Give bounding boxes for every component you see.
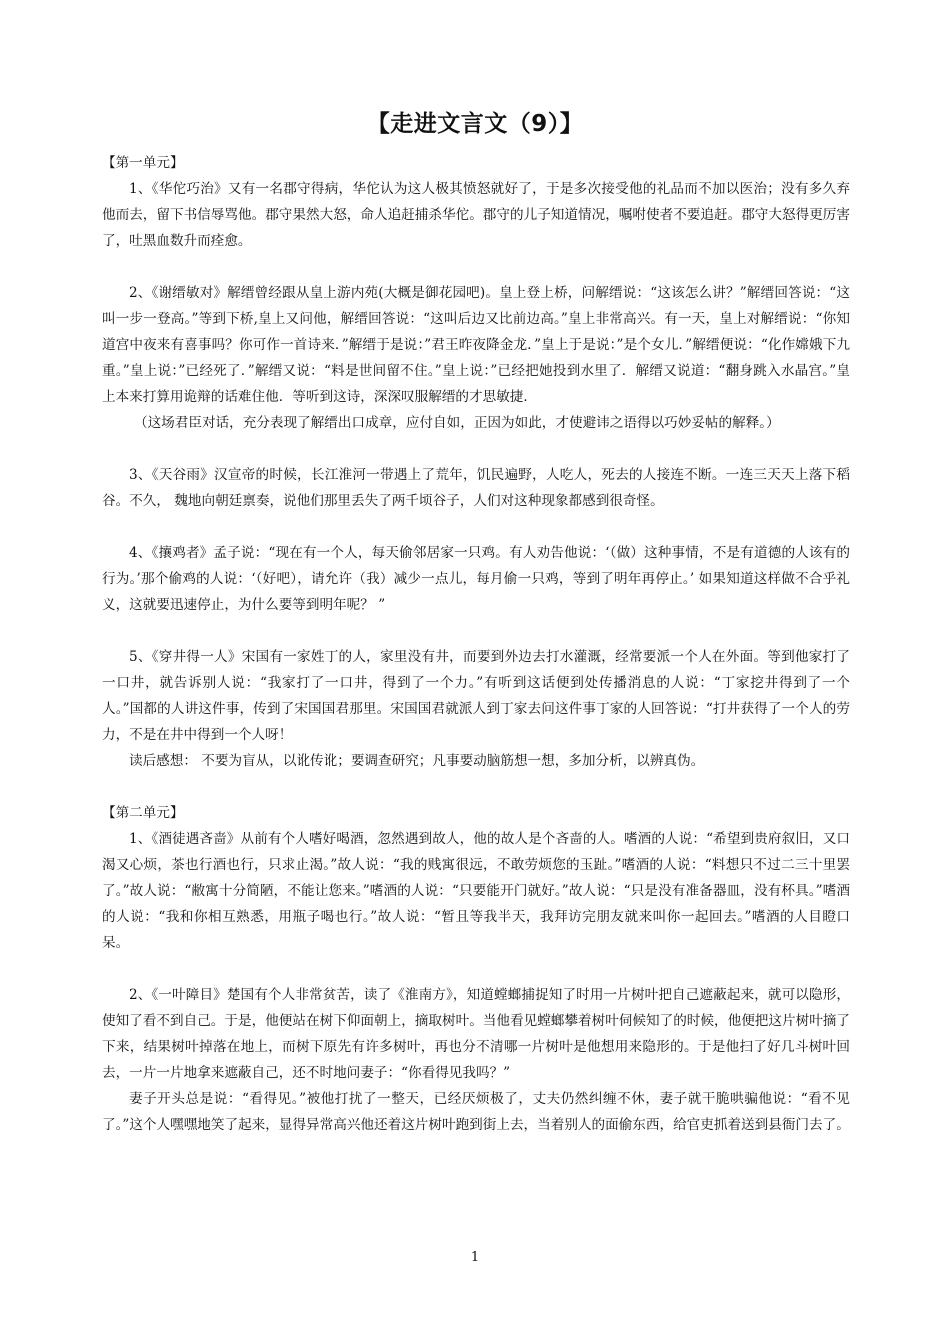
story-paragraph: 2、《谢缙敏对》解缙曾经跟从皇上游内苑(大概是御花园吧)。皇上登上桥，问解缙说：“这该怎么讲？”解缙回答说：“这叫一步一登高。”等到下桥,皇上又问他，解缙回答说：“这叫后边又比前边高。”皇上非常高兴。有一天，皇上对解缙说：“你知道宫中夜来有喜事吗？你可作一首诗来．”解缙于是说：”君王昨夜降金龙．”皇上于是说：”是个女儿．”解缙便说：“化作嫦娥下九重。”皇上说：”已经死了．”解缙又说：“料是世间留不住。”皇上说：”已经把她投到水里了．解缙又说道：“翻身跳入水晶宫。”皇上本来打算用诡辩的话难住他．等听到这诗，深深叹服解缙的才思敏捷． bbox=[102, 285, 850, 405]
story-paragraph: 妻子开头总是说：“看得见。”被他打扰了一整天，已经厌烦极了，丈夫仍然纠缠不休，妻子就干脆哄骗他说：“看不见了。”这个人嘿嘿地笑了起来，显得异常高兴他还着这片树叶跑到街上去，当着别人的面偷东西，给官吏抓着送到县衙门去了。 bbox=[102, 1091, 850, 1133]
document-title: 【走进文言文（9）】 bbox=[366, 111, 584, 137]
story-block bbox=[102, 462, 850, 514]
unit-2-section bbox=[102, 800, 850, 1138]
story-paragraph: 1、《酒徒遇吝啬》从前有个人嗜好喝酒，忽然遇到故人，他的故人是个吝啬的人。嗜酒的人说：“希望到贵府叙旧，又口渴又心烦，茶也行酒也行，只求止渴。”故人说：“我的贱寓很远，不敢劳烦您的玉趾。”嗜酒的人说：“料想只不过二三十里罢了。”故人说：“敝寓十分简陋，不能让您来。”嗜酒的人说：“只要能开门就好。”故人说：“只是没有准备器皿，没有杯具。”嗜酒的人说：“我和你相互熟悉，用瓶子喝也行。”故人说：“暂且等我半天，我拜访完朋友就来叫你一起回去。”嗜酒的人目瞪口呆。 bbox=[102, 831, 850, 951]
story-paragraph: 2、《一叶障目》楚国有个人非常贫苦，读了《淮南方》，知道螳螂捕捉知了时用一片树叶把自己遮蔽起来，就可以隐形，使知了看不到自己。于是，他便站在树下仰面朝上，摘取树叶。当他看见螳螂攀着树叶伺候知了的时候，他便把这片树叶摘了下来，结果树叶掉落在地上，而树下原先有许多树叶，再也分不清哪一片树叶是他想用来隐形的。于是他扫了好几斗树叶回去，一片一片地拿来遮蔽自己，还不时地问妻子：“你看得见我吗？” bbox=[102, 987, 850, 1081]
story-paragraph: 3、《天谷雨》汉宣帝的时候，长江淮河一带遇上了荒年，饥民遍野，人吃人，死去的人接连不断。一连三天天上落下稻谷。不久， 魏地向朝廷禀奏，说他们那里丢失了两千顷谷子，人们对这种现象都感到很奇怪。 bbox=[102, 467, 850, 509]
story-paragraph: 4、《攘鸡者》孟子说：“现在有一个人，每天偷邻居家一只鸡。有人劝告他说：‘（做）这种事情，不是有道德的人该有的行为。’那个偷鸡的人说：‘（好吧），请允许（我）减少一点儿，每月偷一只鸡，等到了明年再停止。’ 如果知道这样做不合乎礼义，这就要迅速停止，为什么要等到明年呢？ ” bbox=[102, 545, 850, 613]
document-body bbox=[102, 150, 850, 1138]
reflection-paragraph: 读后感想： 不要为盲从，以讹传讹；要调查研究；凡事要动脑筋想一想，多加分析，以辨真伪。 bbox=[129, 753, 705, 769]
story-block bbox=[102, 540, 850, 618]
unit-2-heading: 【第二单元】 bbox=[102, 805, 184, 821]
page-number: 1 bbox=[470, 1250, 480, 1265]
unit-1-section bbox=[102, 150, 850, 774]
story-block bbox=[102, 826, 850, 956]
unit-1-heading: 【第一单元】 bbox=[102, 155, 184, 171]
story-block bbox=[102, 982, 850, 1138]
story-note: （这场君臣对话，充分表现了解缙出口成章，应付自如，正因为如此，才使避讳之语得以巧妙妥帖的解释。） bbox=[134, 415, 780, 431]
story-block bbox=[102, 280, 850, 436]
story-block bbox=[102, 176, 850, 254]
story-paragraph: 1、《华佗巧治》又有一名郡守得病，华佗认为这人极其愤怒就好了，于是多次接受他的礼品而不加以医治；没有多久弃他而去，留下书信辱骂他。郡守果然大怒，命人追赶捕杀华佗。郡守的儿子知道情况，嘱咐使者不要追赶。郡守大怒得更厉害了，吐黑血数升而痊愈。 bbox=[102, 181, 850, 249]
story-paragraph: 5、《穿井得一人》宋国有一家姓丁的人，家里没有井，而要到外边去打水灌溉，经常要派一个人在外面。等到他家打了一口井，就告诉别人说：“我家打了一口井，得到了一个力。”有听到这话便到处传播消息的人说：“丁家挖井得到了一个人。”国都的人讲这件事，传到了宋国国君那里。宋国国君就派人到丁家去问这件事丁家的人回答说：“打井获得了一个人的劳力，不是在井中得到一个人呀！ bbox=[102, 649, 850, 743]
story-block bbox=[102, 644, 850, 774]
